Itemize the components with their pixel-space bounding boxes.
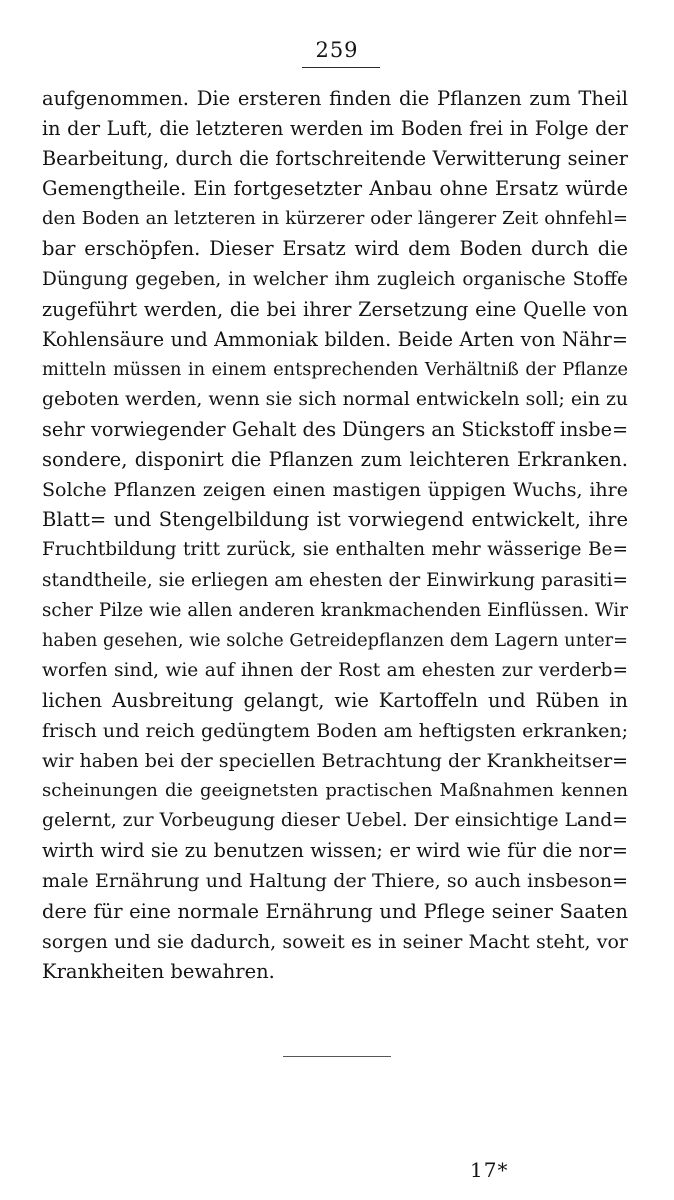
text-line: standtheile, sie erliegen am ehesten der Einwirkung parasiti= xyxy=(42,569,628,591)
text-line: male Ernährung und Haltung der Thiere, so auch insbeson= xyxy=(42,870,628,893)
text-line: sorgen und sie dadurch, soweit es in seiner Macht steht, vor xyxy=(42,930,628,953)
text-line: Fruchtbildung tritt zurück, sie enthalten mehr wässerige Be= xyxy=(42,539,628,561)
text-line: lichen Ausbreitung gelangt, wie Kartoffeln und Rüben in xyxy=(42,688,628,712)
text-line: in der Luft, die letzteren werden im Boden frei in Folge der xyxy=(42,117,628,141)
text-line: wirth wird sie zu benutzen wissen; er wird wie für die nor= xyxy=(42,839,628,863)
text-line: sondere, disponirt die Pflanzen zum leichteren Erkranken. xyxy=(42,448,628,472)
text-line-final: Krankheiten bewahren. xyxy=(42,959,275,983)
text-line: zugeführt werden, die bei ihrer Zersetzung eine Quelle von xyxy=(42,297,628,321)
page-number: 259 xyxy=(315,38,359,62)
text-line: Solche Pflanzen zeigen einen mastigen üppigen Wuchs, ihre xyxy=(42,479,628,502)
text-line: worfen sind, wie auf ihnen der Rost am ehesten zur verderb= xyxy=(42,659,628,681)
text-line: Kohlensäure und Ammoniak bilden. Beide Arten von Nähr= xyxy=(42,327,628,351)
text-line: Bearbeitung, durch die fortschreitende Verwitterung seiner xyxy=(42,147,628,171)
text-line: Gemengtheile. Ein fortgesetzter Anbau ohne Ersatz würde xyxy=(42,177,628,201)
text-line: scher Pilze wie allen anderen krankmachenden Einflüssen. Wir xyxy=(42,599,628,621)
text-line: gelernt, zur Vorbeugung dieser Uebel. Der einsichtige Land= xyxy=(42,810,629,832)
text-line: wir haben bei der speciellen Betrachtung der Krankheitser= xyxy=(42,750,629,773)
header-rule xyxy=(302,67,380,68)
text-line: dere für eine normale Ernährung und Pflege seiner Saaten xyxy=(42,899,628,923)
text-line: den Boden an letzteren in kürzerer oder längerer Zeit ohnfehl= xyxy=(42,208,628,230)
text-line: aufgenommen. Die ersteren finden die Pflanzen zum Theil xyxy=(42,87,628,110)
signature-mark: 17* xyxy=(470,1158,509,1182)
body-text xyxy=(42,84,628,987)
section-end-rule xyxy=(283,1056,391,1057)
text-line: haben gesehen, wie solche Getreidepflanzen dem Lagern unter= xyxy=(42,630,628,651)
text-line: frisch und reich gedüngtem Boden am heftigsten erkranken; xyxy=(42,719,628,742)
text-line: geboten werden, wenn sie sich normal entwickeln soll; ein zu xyxy=(42,388,628,410)
text-line: Düngung gegeben, in welcher ihm zugleich organische Stoffe xyxy=(42,268,628,290)
text-line: scheinungen die geeignetsten practischen Maßnahmen kennen xyxy=(42,780,628,802)
text-line: mitteln müssen in einem entsprechenden Verhältniß der Pflanze xyxy=(42,359,628,380)
text-line: bar erschöpfen. Dieser Ersatz wird dem Boden durch die xyxy=(42,237,628,261)
text-line: Blatt= und Stengelbildung ist vorwiegend entwickelt, ihre xyxy=(42,508,628,532)
text-line: sehr vorwiegender Gehalt des Düngers an Stickstoff insbe= xyxy=(42,418,629,442)
